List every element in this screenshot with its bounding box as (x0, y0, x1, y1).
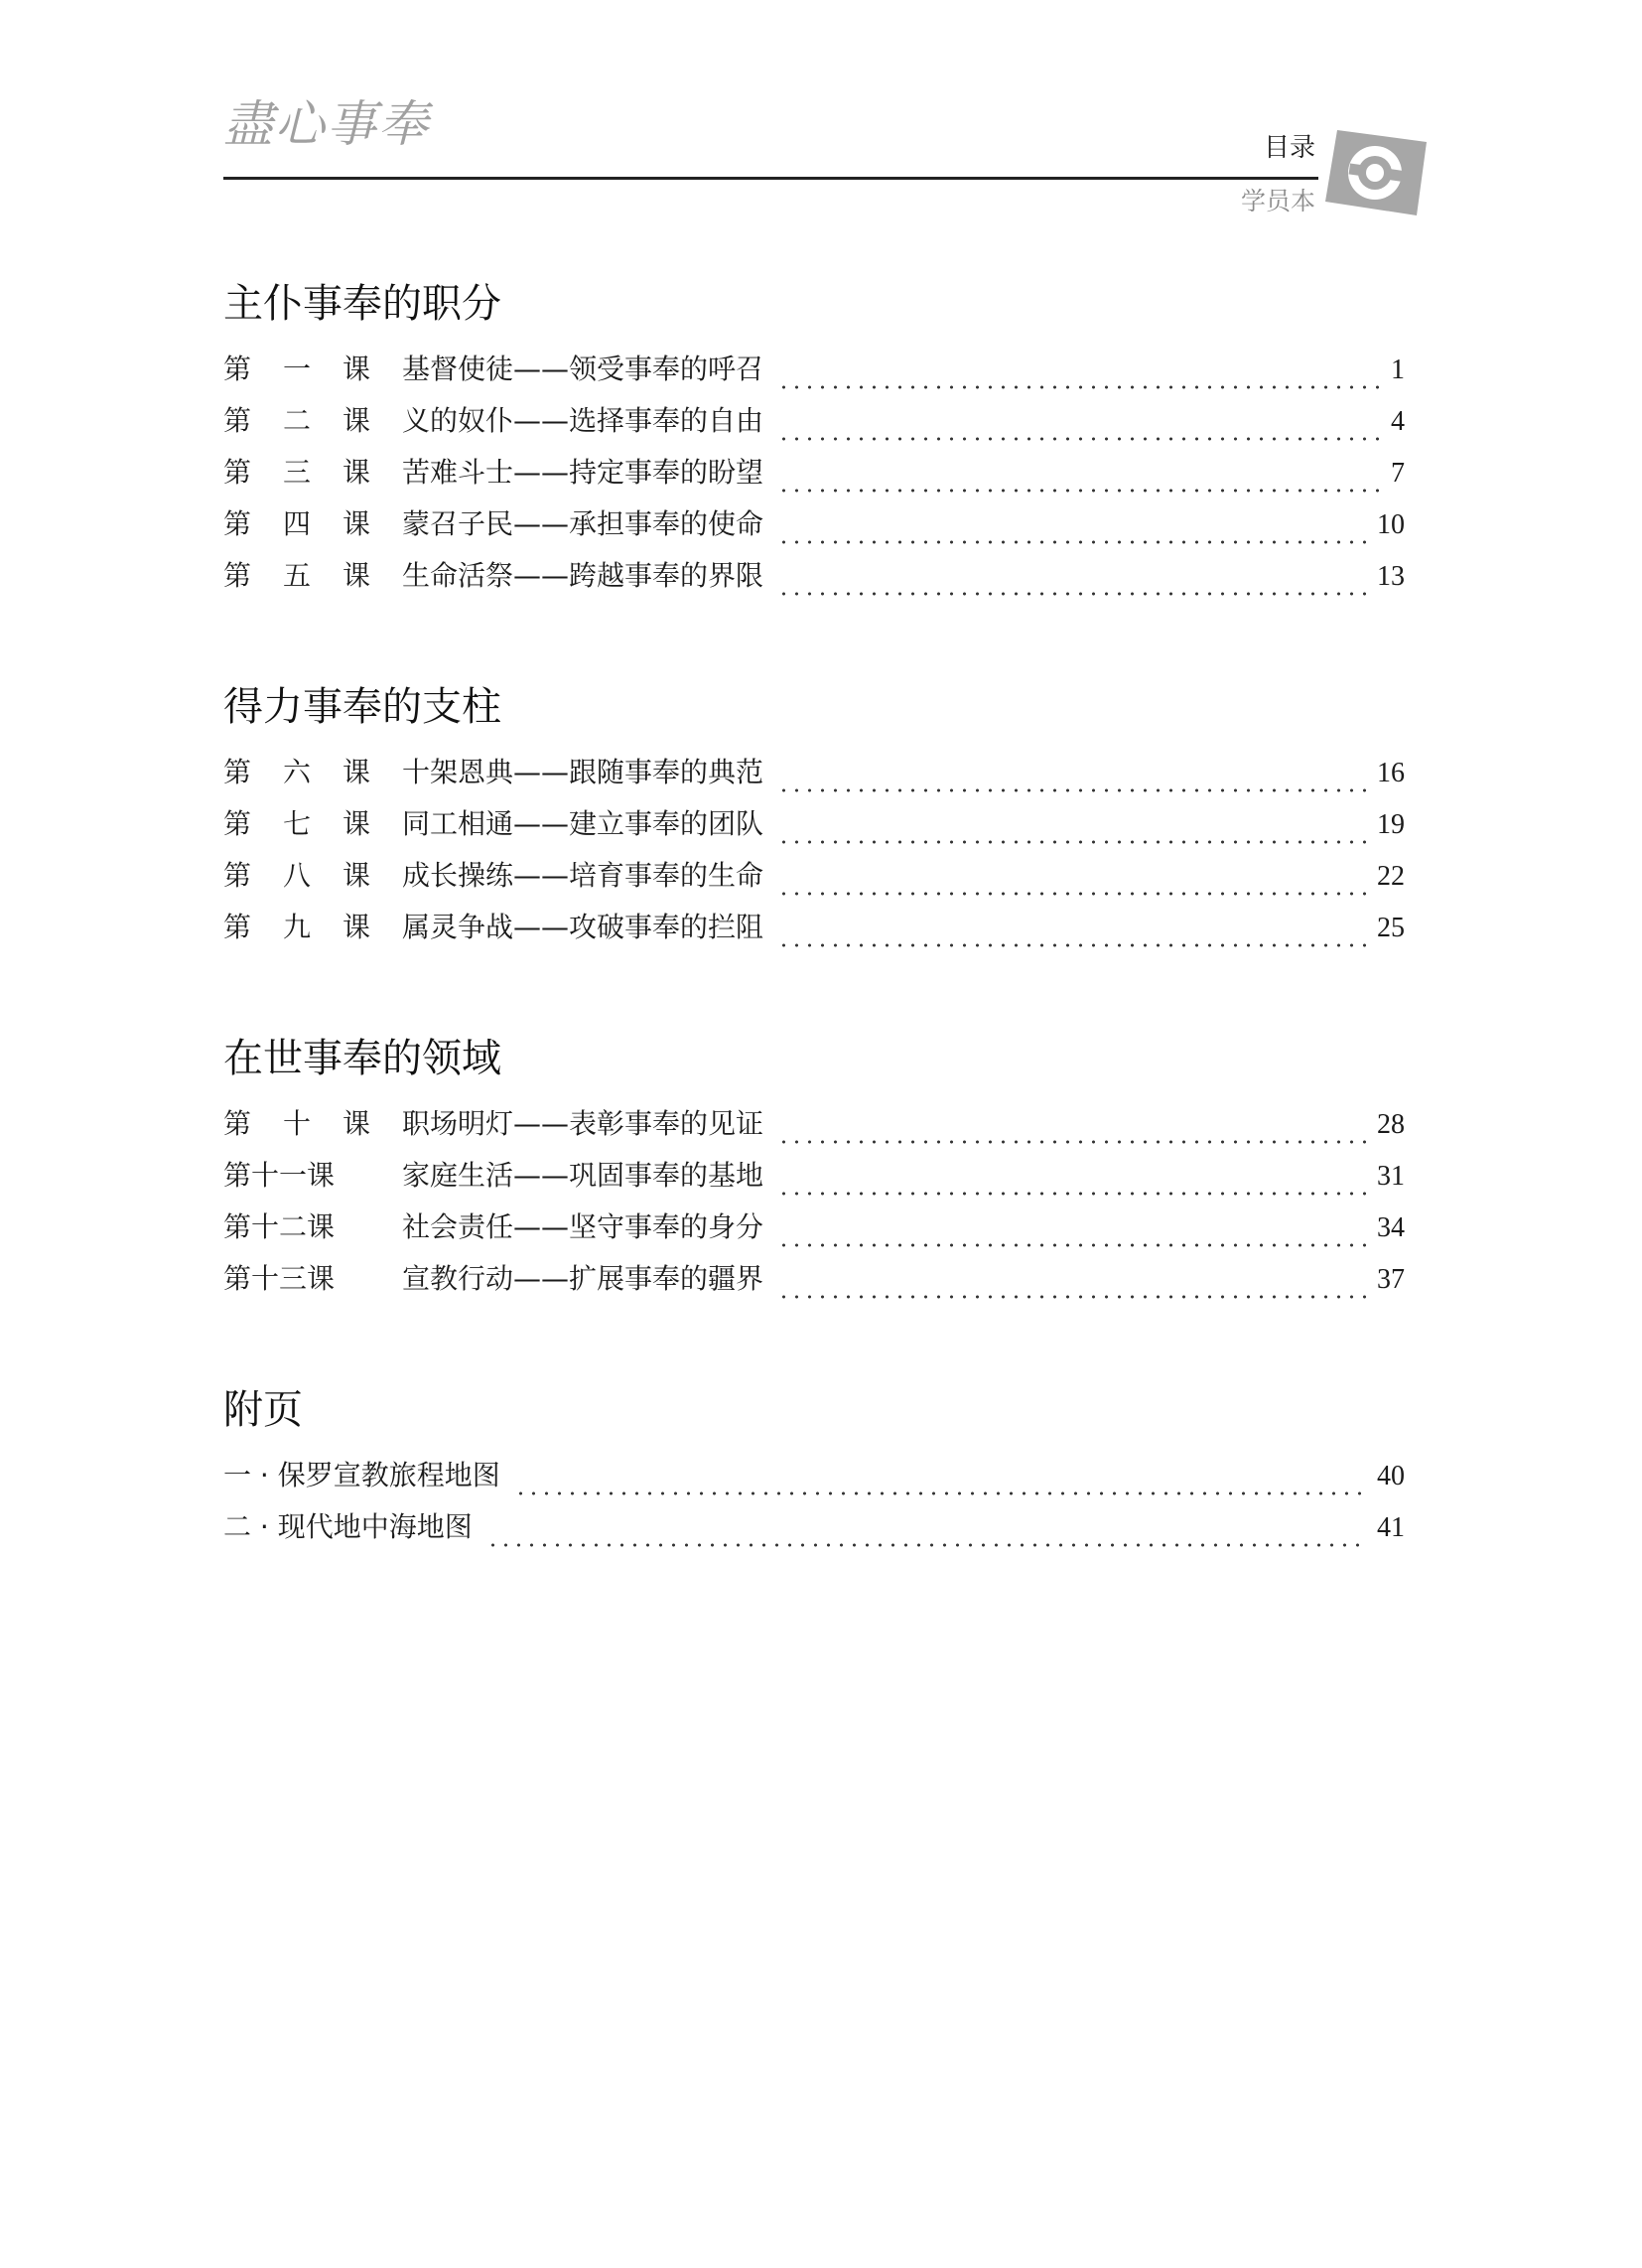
toc-entry[interactable] (223, 456, 1405, 510)
toc-entry[interactable] (223, 1159, 1405, 1213)
lesson-title: 属灵争战——攻破事奉的拦阻 (402, 911, 764, 943)
page-number: 25 (1377, 913, 1405, 943)
page-number: 1 (1391, 354, 1405, 385)
toc-entry[interactable] (223, 355, 1405, 407)
lesson-title: 义的奴仆——选择事奉的自由 (402, 404, 764, 437)
dot-leader (777, 1140, 1369, 1144)
page-number: 31 (1377, 1161, 1405, 1192)
appendix-title: 二 · 现代地中海地图 (223, 1510, 473, 1543)
dot-leader (486, 1543, 1369, 1547)
toc-entry[interactable] (223, 1510, 1405, 1565)
section-title: 附页 (223, 1387, 303, 1433)
page-number: 34 (1377, 1212, 1405, 1243)
page-header (0, 0, 1642, 258)
dot-leader (777, 592, 1369, 596)
header-divider (223, 177, 1318, 180)
lesson-title: 家庭生活——巩固事奉的基地 (402, 1159, 764, 1192)
lesson-title: 基督使徒——领受事奉的呼召 (402, 353, 764, 385)
toc-section-appendix (223, 1387, 1405, 1565)
dot-leader (514, 1491, 1369, 1495)
toc-entry[interactable] (223, 1262, 1405, 1317)
brand-logo: 盡心事奉 (223, 95, 430, 153)
toc-entry[interactable] (223, 911, 1405, 965)
toc-entry[interactable] (223, 859, 1405, 914)
page-number: 28 (1377, 1109, 1405, 1140)
lesson-title: 十架恩典——跟随事奉的典范 (402, 756, 764, 788)
dot-leader (777, 840, 1369, 844)
lesson-number: 第 四 课 (223, 507, 371, 540)
lesson-number: 第 二 课 (223, 404, 371, 437)
dot-leader (777, 437, 1383, 441)
page-number: 10 (1377, 509, 1405, 540)
toc-section (223, 281, 1405, 614)
page-number: 7 (1391, 458, 1405, 489)
dot-leader (777, 489, 1383, 493)
lesson-number: 第十三课 (223, 1262, 336, 1295)
page-subtitle: 学员本 (1240, 187, 1315, 215)
lesson-number: 第 三 课 (223, 456, 371, 489)
lesson-number: 第十一课 (223, 1159, 336, 1192)
dot-leader (777, 385, 1383, 389)
section-title: 得力事奉的支柱 (223, 684, 501, 730)
lesson-number: 第 五 课 (223, 559, 371, 592)
lesson-number: 第 八 课 (223, 859, 371, 892)
page-number: 19 (1377, 809, 1405, 840)
appendix-title: 一 · 保罗宣教旅程地图 (223, 1459, 500, 1491)
dot-leader (777, 540, 1369, 544)
toc-entry[interactable] (223, 1210, 1405, 1265)
toc-entry[interactable] (223, 559, 1405, 614)
lesson-title: 蒙召子民——承担事奉的使命 (402, 507, 764, 540)
toc-section (223, 684, 1405, 965)
toc-entry[interactable] (223, 1107, 1405, 1162)
lesson-title: 宣教行动——扩展事奉的疆界 (402, 1262, 764, 1295)
section-title: 在世事奉的领域 (223, 1036, 501, 1081)
toc-section (223, 1036, 1405, 1317)
page-number: 40 (1377, 1461, 1405, 1491)
lesson-number: 第 七 课 (223, 807, 371, 840)
page-number: 37 (1377, 1264, 1405, 1295)
dot-leader (777, 788, 1369, 792)
page-number: 13 (1377, 561, 1405, 592)
table-of-contents (223, 281, 1405, 1638)
lesson-number: 第 六 课 (223, 756, 371, 788)
lesson-title: 社会责任——坚守事奉的身分 (402, 1210, 764, 1243)
toc-entry[interactable] (223, 507, 1405, 562)
page-number: 22 (1377, 861, 1405, 892)
toc-entry[interactable] (223, 756, 1405, 810)
lesson-number: 第 一 课 (223, 353, 371, 385)
lesson-title: 成长操练——培育事奉的生命 (402, 859, 764, 892)
page-number: 41 (1377, 1512, 1405, 1543)
dot-leader (777, 892, 1369, 896)
dot-leader (777, 1295, 1369, 1299)
toc-entry[interactable] (223, 404, 1405, 459)
lesson-number: 第 九 课 (223, 911, 371, 943)
page-number: 16 (1377, 758, 1405, 788)
toc-entry[interactable] (223, 807, 1405, 862)
lesson-title: 同工相通——建立事奉的团队 (402, 807, 764, 840)
page-title: 目录 (1263, 133, 1315, 163)
dot-leader (777, 1243, 1369, 1247)
lesson-number: 第 十 课 (223, 1107, 371, 1140)
lesson-title: 苦难斗士——持定事奉的盼望 (402, 456, 764, 489)
dot-leader (777, 943, 1369, 947)
toc-entry[interactable] (223, 1459, 1405, 1513)
lesson-title: 职场明灯——表彰事奉的见证 (402, 1107, 764, 1140)
emblem-icon (1323, 124, 1429, 219)
dot-leader (777, 1192, 1369, 1196)
page-number: 4 (1391, 406, 1405, 437)
lesson-title: 生命活祭——跨越事奉的界限 (402, 559, 764, 592)
section-title: 主仆事奉的职分 (223, 281, 501, 327)
lesson-number: 第十二课 (223, 1210, 336, 1243)
